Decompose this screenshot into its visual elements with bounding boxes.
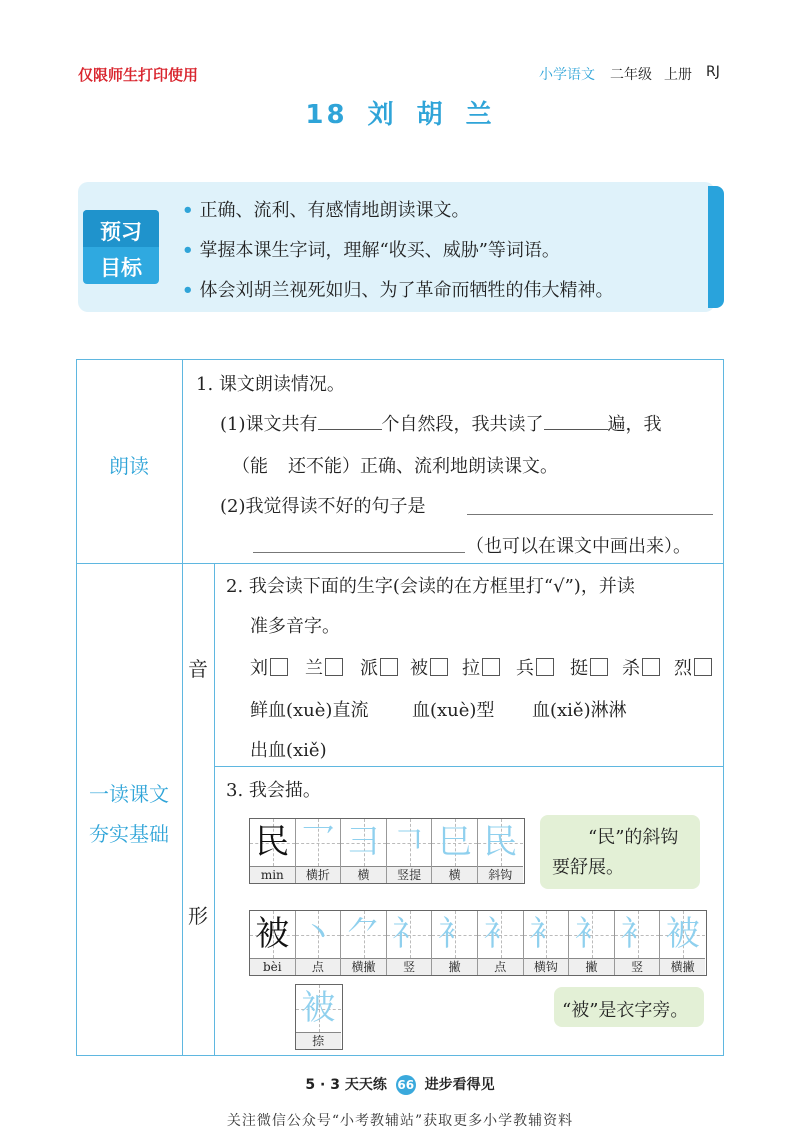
stroke-label: 点 (478, 958, 523, 975)
stroke-label: 撇 (569, 958, 614, 975)
stroke-label: 横折 (296, 866, 341, 883)
char-check-item: 兰 (305, 654, 343, 680)
goal-item: • 掌握本课生字词，理解“收买、威胁”等词语。 (182, 240, 560, 261)
q1-1-choice: （能 还不能）正确、流利地朗读课文。 (232, 456, 558, 477)
page-number: 66 (396, 1075, 416, 1095)
stroke-cell (387, 911, 433, 975)
stroke-cell (250, 819, 296, 883)
stroke-cell (341, 911, 387, 975)
q1-title: 1. 课文朗读情况。 (196, 374, 345, 395)
stroke-glyph: 乛 (300, 822, 335, 862)
subject-label: 小学语文 (539, 67, 595, 83)
bei-tip-text: “被”是衣字旁。 (562, 1000, 689, 1021)
stroke-label: 点 (296, 958, 341, 975)
edition-label: RJ (706, 64, 720, 80)
reading-label: 朗读 (109, 454, 149, 478)
char-check-item: 挺 (570, 654, 608, 680)
check-box[interactable] (590, 658, 608, 676)
char-check-row (250, 654, 720, 678)
stroke-glyph: 礻 (392, 914, 427, 954)
stroke-cell (569, 911, 615, 975)
bei-tip-box (554, 987, 704, 1027)
stroke-glyph: 民 (255, 822, 290, 862)
page-title: 18 刘 胡 兰 (305, 100, 495, 130)
check-box[interactable] (270, 658, 288, 676)
stroke-glyph: ⺈ (346, 914, 381, 954)
goals-tag-line1: 预习 (100, 220, 142, 244)
polyphone-example: 血(xuè)型 (412, 700, 495, 721)
goals-box-edge (708, 186, 724, 308)
q1-2-prompt: (2)我觉得读不好的句子是 (220, 496, 426, 517)
page-footer (0, 1074, 800, 1095)
goal-item: • 正确、流利、有感情地朗读课文。 (182, 200, 470, 221)
stroke-cell (432, 911, 478, 975)
wechat-notice: 关注微信公众号“小考教辅站”获取更多小学教辅资料 (226, 1113, 574, 1129)
sentence-answer-line[interactable] (467, 514, 713, 515)
char-check-item: 被 (410, 654, 448, 680)
stroke-cell (296, 819, 342, 883)
stroke-glyph: 衤 (528, 914, 563, 954)
sentence-answer-line-2[interactable] (253, 552, 465, 553)
print-notice: 仅限师生打印使用 (78, 66, 199, 84)
stroke-glyph: 𠃍 (392, 822, 427, 862)
brand-name: 5 · 3 天天练 (305, 1077, 387, 1093)
q3-title: 3. 我会描。 (226, 780, 321, 801)
stroke-cell (524, 911, 570, 975)
shape-label: 形 (188, 904, 208, 928)
polyphone-example: 鲜血(xuè)直流 (250, 700, 369, 721)
volume-label: 上册 (664, 67, 692, 83)
stroke-label: min (250, 866, 295, 883)
stroke-glyph: 丶 (300, 914, 335, 954)
check-box[interactable] (325, 658, 343, 676)
stroke-cell (615, 911, 661, 975)
check-box[interactable] (642, 658, 660, 676)
stroke-cell (478, 819, 523, 883)
stroke-order-min (249, 818, 525, 884)
stroke-label: 横撇 (341, 958, 386, 975)
min-tip-text: “民”的斜钩要舒展。 (552, 827, 679, 878)
stroke-cell (296, 911, 342, 975)
stroke-order-bei (249, 910, 707, 976)
stroke-label: 横 (341, 866, 386, 883)
char-check-item: 杀 (622, 654, 660, 680)
check-box[interactable] (430, 658, 448, 676)
stroke-label: 撇 (432, 958, 477, 975)
stroke-label: 横撇 (660, 958, 705, 975)
stroke-cell (296, 985, 341, 1049)
check-box[interactable] (482, 658, 500, 676)
stroke-label: 斜钩 (478, 866, 523, 883)
stroke-cell (341, 819, 387, 883)
check-box[interactable] (694, 658, 712, 676)
stroke-label: 竖提 (387, 866, 432, 883)
stroke-cell (432, 819, 478, 883)
goal-item: • 体会刘胡兰视死如归、为了革命而牺牲的伟大精神。 (182, 280, 614, 301)
stroke-cell (660, 911, 705, 975)
char-check-item: 刘 (250, 654, 288, 680)
stroke-label: 横 (432, 866, 477, 883)
check-box[interactable] (536, 658, 554, 676)
sound-label: 音 (188, 657, 208, 681)
stroke-glyph: 被 (255, 914, 290, 954)
char-check-item: 兵 (516, 654, 554, 680)
slogan: 进步看得见 (424, 1077, 495, 1093)
stroke-cell (387, 819, 433, 883)
q1-1-prompt: (1)课文共有 个自然段，我共读了 遍，我 (220, 414, 662, 435)
min-tip-box (540, 815, 700, 889)
char-check-item: 烈 (674, 654, 712, 680)
stroke-glyph: 被 (301, 988, 336, 1028)
stroke-glyph: 衤 (483, 914, 518, 954)
lesson-number: 18 (305, 100, 348, 130)
stroke-label: 竖 (615, 958, 660, 975)
stroke-glyph: 衤 (437, 914, 472, 954)
q2-line2: 准多音字。 (250, 616, 340, 637)
foundation-label-2: 夯实基础 (89, 822, 169, 846)
stroke-label: 竖 (387, 958, 432, 975)
stroke-glyph: 巳 (437, 822, 472, 862)
stroke-label: 横钩 (524, 958, 569, 975)
goals-tag-line2: 目标 (100, 256, 142, 280)
paragraph-count-blank[interactable] (318, 429, 382, 430)
stroke-label: 捺 (296, 1032, 341, 1049)
stroke-label: bèi (250, 958, 295, 975)
read-times-blank[interactable] (544, 429, 608, 430)
stroke-glyph: ⺕ (346, 822, 381, 862)
foundation-label-1: 一读课文 (89, 782, 169, 806)
stroke-glyph: 被 (665, 914, 700, 954)
polyphone-example: 出血(xiě) (250, 740, 327, 761)
polyphone-example: 血(xiě)淋淋 (532, 700, 627, 721)
stroke-glyph: 衤 (574, 914, 609, 954)
grade-label: 二年级 (610, 67, 652, 83)
stroke-glyph: 民 (483, 822, 518, 862)
char-check-item: 拉 (462, 654, 500, 680)
char-check-item: 派 (360, 654, 398, 680)
check-box[interactable] (380, 658, 398, 676)
q2-line1: 2. 我会读下面的生字(会读的在方框里打“√”)，并读 (226, 576, 635, 597)
stroke-glyph: 衤 (620, 914, 655, 954)
stroke-order-bei-last (295, 984, 343, 1050)
stroke-cell (478, 911, 524, 975)
stroke-cell (250, 911, 296, 975)
q1-2-note: （也可以在课文中画出来）。 (466, 536, 691, 557)
